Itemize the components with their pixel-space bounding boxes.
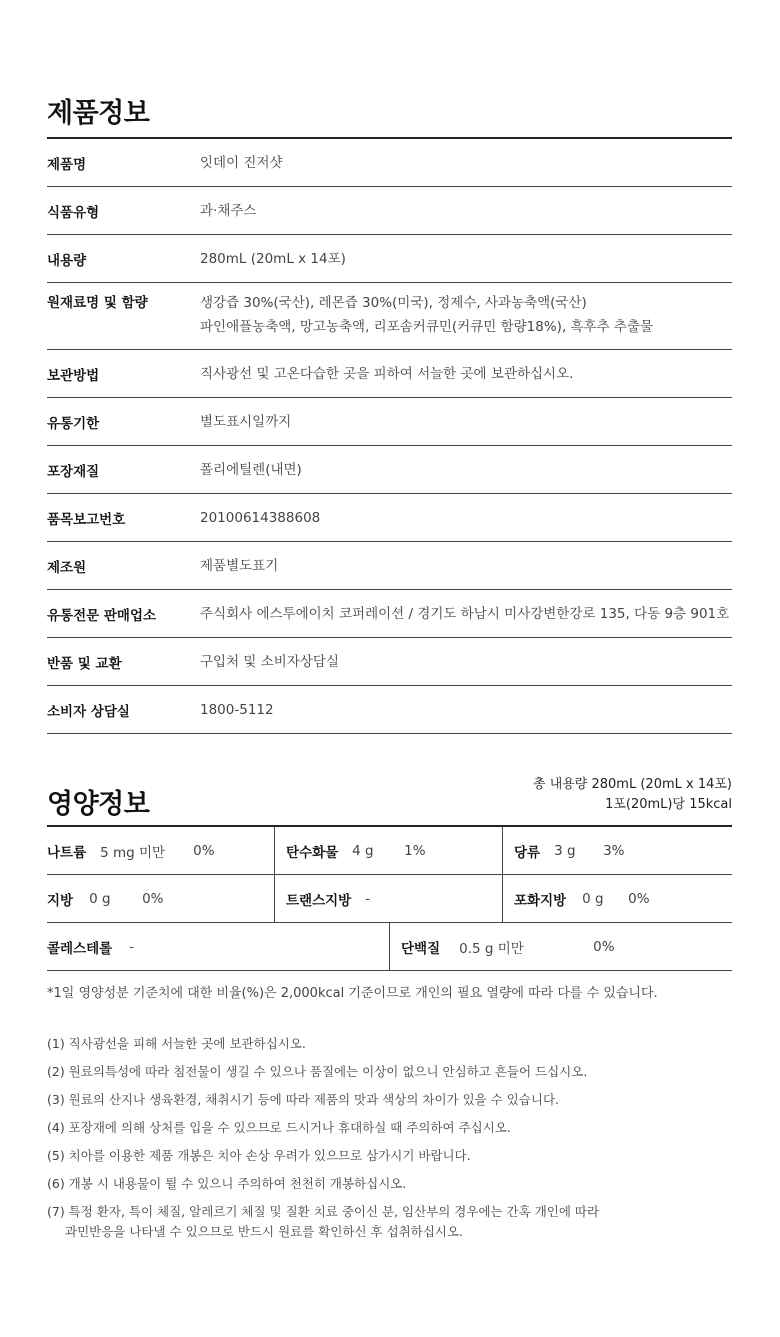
nutrient-protein bbox=[389, 923, 732, 970]
info-label: 유통기한 bbox=[47, 415, 100, 432]
nutrient-trans-fat bbox=[274, 875, 502, 922]
info-label: 내용량 bbox=[47, 252, 87, 269]
info-row-food-type bbox=[47, 187, 732, 235]
info-row-manufacturer bbox=[47, 542, 732, 590]
product-info-table bbox=[47, 137, 732, 734]
nutrient-name: 포화지방 bbox=[514, 892, 567, 909]
nutrition-title: 영양정보 bbox=[47, 789, 150, 820]
nutrient-amount: 4 g bbox=[352, 842, 374, 859]
nutrient-amount: 5 mg 미만 bbox=[100, 844, 166, 861]
precaution-item: (5) 치아를 이용한 제품 개봉은 치아 손상 우려가 있으므로 삼가시기 바랍니다. bbox=[47, 1148, 471, 1163]
info-value: 제품별도표기 bbox=[200, 557, 279, 574]
info-label: 식품유형 bbox=[47, 204, 100, 221]
nutrient-name: 당류 bbox=[514, 844, 541, 861]
info-row-expiry bbox=[47, 398, 732, 446]
nutrient-sugar bbox=[502, 827, 732, 874]
nutrient-name: 지방 bbox=[47, 892, 74, 909]
nutrition-row bbox=[47, 875, 732, 923]
info-value: 생강즙 30%(국산), 레몬즙 30%(미국), 정제수, 사과농축액(국산) bbox=[200, 295, 587, 311]
nutrition-row bbox=[47, 923, 732, 971]
nutrient-percent: 0% bbox=[628, 890, 650, 907]
info-value: 280mL (20mL x 14포) bbox=[200, 250, 346, 267]
info-value: 직사광선 및 고온다습한 곳을 피하여 서늘한 곳에 보관하십시오. bbox=[200, 365, 574, 382]
info-value: 1800-5112 bbox=[200, 701, 274, 718]
info-value-group bbox=[200, 291, 653, 339]
info-label: 유통전문 판매업소 bbox=[47, 607, 157, 624]
nutrient-name: 나트륨 bbox=[47, 844, 87, 861]
nutrient-name: 탄수화물 bbox=[286, 844, 339, 861]
info-label: 포장재질 bbox=[47, 463, 100, 480]
nutrient-amount: 0 g bbox=[582, 890, 604, 907]
nutrition-footnote: *1일 영양성분 기준치에 대한 비율(%)은 2,000kcal 기준이므로 개인의 필요 열량에 따라 다를 수 있습니다. bbox=[47, 986, 658, 1001]
nutrition-per-serving: 1포(20mL)당 15kcal bbox=[605, 797, 732, 812]
info-row-packaging bbox=[47, 446, 732, 494]
info-label: 소비자 상담실 bbox=[47, 703, 130, 720]
nutrient-fat bbox=[47, 875, 274, 922]
nutrient-carbohydrate bbox=[274, 827, 502, 874]
precaution-item: (2) 원료의특성에 따라 침전물이 생길 수 있으나 품질에는 이상이 없으니 안심하고 흔들어 드십시오. bbox=[47, 1064, 588, 1079]
precaution-item: (3) 원료의 산지나 생육환경, 채취시기 등에 따라 제품의 맛과 색상의 차이가 있을 수 있습니다. bbox=[47, 1092, 560, 1107]
info-row-consumer-center bbox=[47, 686, 732, 734]
nutrient-amount: - bbox=[365, 890, 371, 907]
nutrition-total-volume: 총 내용량 280mL (20mL x 14포) bbox=[533, 777, 732, 792]
nutrition-table bbox=[47, 825, 732, 971]
precaution-item: (1) 직사광선을 피해 서늘한 곳에 보관하십시오. bbox=[47, 1036, 306, 1051]
info-label: 원재료명 및 함량 bbox=[47, 295, 148, 311]
nutrient-name: 트랜스지방 bbox=[286, 892, 352, 909]
info-value-line2: 파인애플농축액, 망고농축액, 리포솜커큐민(커큐민 함량18%), 흑후추 추출물 bbox=[200, 319, 654, 335]
info-row-volume bbox=[47, 235, 732, 283]
nutrient-saturated-fat bbox=[502, 875, 732, 922]
info-label: 품목보고번호 bbox=[47, 511, 126, 528]
precaution-item-continued: 과민반응을 나타낼 수 있으므로 반드시 원료를 확인하신 후 섭취하십시오. bbox=[65, 1224, 464, 1239]
nutrient-percent: 3% bbox=[603, 842, 625, 859]
info-value: 잇데이 진저샷 bbox=[200, 154, 283, 171]
info-row-product-name bbox=[47, 139, 732, 187]
nutrient-cholesterol bbox=[47, 923, 389, 970]
info-row-distributor bbox=[47, 590, 732, 638]
nutrient-name: 콜레스테롤 bbox=[47, 940, 113, 957]
product-info-title: 제품정보 bbox=[47, 98, 150, 129]
nutrient-name: 단백질 bbox=[401, 940, 441, 957]
info-row-ingredients bbox=[47, 283, 732, 350]
info-label: 보관방법 bbox=[47, 367, 100, 384]
nutrient-percent: 0% bbox=[593, 938, 615, 955]
info-value: 20100614388608 bbox=[200, 509, 321, 526]
nutrient-sodium bbox=[47, 827, 274, 874]
info-row-returns bbox=[47, 638, 732, 686]
info-value: 주식회사 에스투에이치 코퍼레이션 / 경기도 하남시 미사강변한강로 135, 다동 9층 901호 bbox=[200, 605, 730, 622]
info-value: 별도표시일까지 bbox=[200, 413, 292, 430]
nutrition-summary bbox=[533, 775, 732, 815]
nutrition-row bbox=[47, 827, 732, 875]
nutrient-percent: 0% bbox=[193, 842, 215, 859]
info-label: 반품 및 교환 bbox=[47, 655, 122, 672]
info-row-report-number bbox=[47, 494, 732, 542]
nutrient-percent: 0% bbox=[142, 890, 164, 907]
nutrient-amount: - bbox=[129, 938, 135, 955]
precautions-list bbox=[47, 1034, 737, 1250]
precaution-item: (4) 포장재에 의해 상처를 입을 수 있으므로 드시거나 휴대하실 때 주의하여 주십시오. bbox=[47, 1120, 511, 1135]
precaution-item: (7) 특정 환자, 특이 체질, 알레르기 체질 및 질환 치료 중이신 분, 임산부의 경우에는 간혹 개인에 따라 bbox=[47, 1204, 600, 1219]
nutrient-amount: 3 g bbox=[554, 842, 576, 859]
info-row-storage bbox=[47, 350, 732, 398]
info-value: 과·채주스 bbox=[200, 202, 257, 219]
nutrient-percent: 1% bbox=[404, 842, 426, 859]
info-value: 구입처 및 소비자상담실 bbox=[200, 653, 339, 670]
info-value: 폴리에틸렌(내면) bbox=[200, 461, 302, 478]
info-label: 제조원 bbox=[47, 559, 87, 576]
nutrient-amount: 0.5 g 미만 bbox=[459, 940, 524, 957]
nutrient-amount: 0 g bbox=[89, 890, 111, 907]
precaution-item: (6) 개봉 시 내용물이 튈 수 있으니 주의하여 천천히 개봉하십시오. bbox=[47, 1176, 407, 1191]
info-label: 제품명 bbox=[47, 156, 87, 173]
